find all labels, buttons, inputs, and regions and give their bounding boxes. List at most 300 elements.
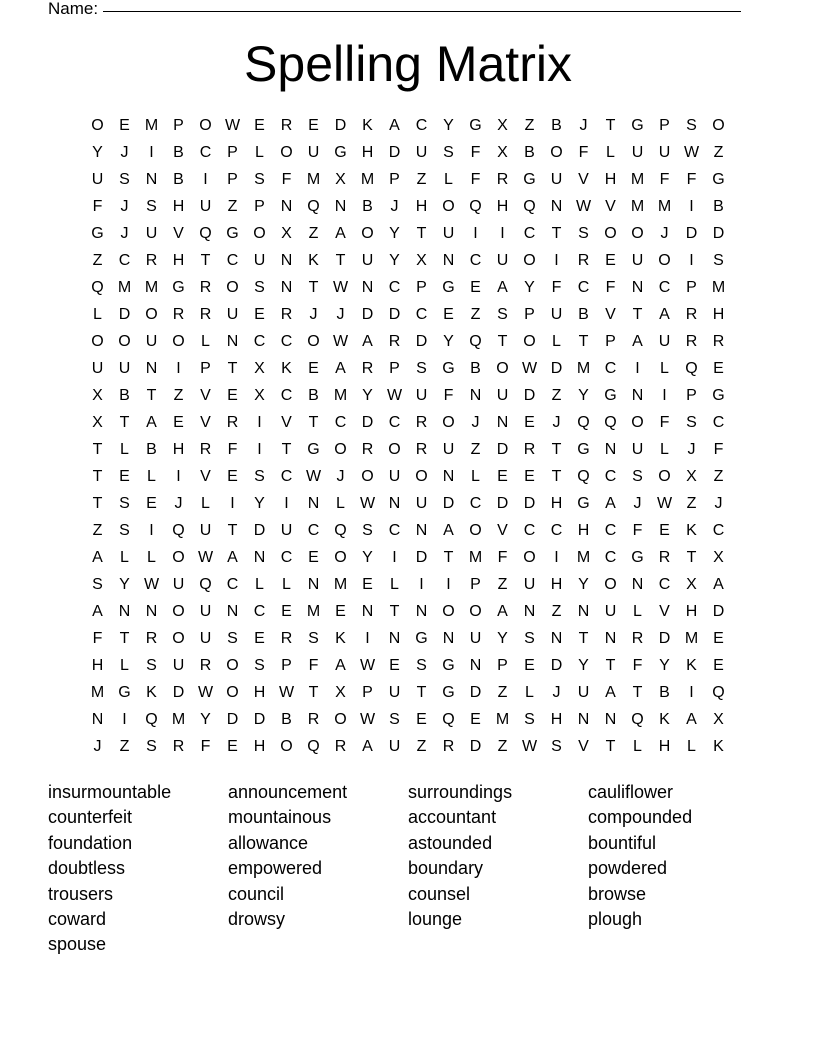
- grid-letter[interactable]: N: [550, 198, 563, 215]
- grid-letter[interactable]: E: [119, 468, 130, 485]
- grid-letter[interactable]: A: [605, 684, 616, 701]
- grid-letter[interactable]: S: [551, 738, 562, 755]
- grid-letter[interactable]: I: [257, 414, 262, 431]
- grid-letter[interactable]: U: [307, 144, 320, 161]
- grid-letter[interactable]: Y: [362, 549, 373, 566]
- grid-letter[interactable]: R: [172, 738, 185, 755]
- grid-letter[interactable]: U: [550, 171, 563, 188]
- grid-letter[interactable]: D: [442, 495, 455, 512]
- grid-letter[interactable]: T: [551, 468, 562, 485]
- grid-letter[interactable]: L: [660, 360, 669, 377]
- grid-letter[interactable]: O: [604, 576, 617, 593]
- grid-letter[interactable]: O: [172, 549, 185, 566]
- grid-letter[interactable]: R: [145, 630, 158, 647]
- grid-letter[interactable]: P: [281, 657, 292, 674]
- grid-letter[interactable]: C: [415, 117, 428, 134]
- grid-letter[interactable]: H: [550, 711, 563, 728]
- grid-letter[interactable]: W: [521, 360, 538, 377]
- grid-letter[interactable]: N: [631, 387, 644, 404]
- grid-letter[interactable]: G: [442, 279, 455, 296]
- grid-letter[interactable]: P: [605, 333, 616, 350]
- grid-letter[interactable]: Y: [578, 657, 589, 674]
- grid-letter[interactable]: E: [713, 657, 724, 674]
- grid-letter[interactable]: T: [632, 306, 643, 323]
- grid-letter[interactable]: M: [306, 171, 321, 188]
- grid-letter[interactable]: N: [334, 198, 347, 215]
- grid-letter[interactable]: L: [255, 576, 264, 593]
- grid-letter[interactable]: N: [280, 252, 293, 269]
- grid-letter[interactable]: E: [335, 603, 346, 620]
- grid-letter[interactable]: R: [307, 711, 320, 728]
- grid-letter[interactable]: N: [91, 711, 104, 728]
- grid-letter[interactable]: T: [551, 441, 562, 458]
- grid-letter[interactable]: W: [359, 495, 376, 512]
- grid-letter[interactable]: Z: [551, 603, 562, 620]
- grid-letter[interactable]: V: [200, 414, 211, 431]
- name-blank[interactable]: [103, 10, 741, 12]
- grid-letter[interactable]: P: [254, 198, 265, 215]
- grid-letter[interactable]: L: [444, 171, 453, 188]
- grid-letter[interactable]: O: [145, 306, 158, 323]
- grid-letter[interactable]: T: [92, 441, 103, 458]
- grid-letter[interactable]: G: [631, 549, 644, 566]
- grid-letter[interactable]: H: [685, 603, 698, 620]
- grid-letter[interactable]: X: [335, 171, 346, 188]
- grid-letter[interactable]: P: [227, 144, 238, 161]
- grid-letter[interactable]: I: [176, 468, 181, 485]
- grid-letter[interactable]: B: [146, 441, 157, 458]
- grid-letter[interactable]: N: [577, 603, 590, 620]
- grid-letter[interactable]: D: [334, 117, 347, 134]
- grid-letter[interactable]: L: [687, 738, 696, 755]
- grid-letter[interactable]: J: [390, 198, 399, 215]
- grid-letter[interactable]: T: [578, 630, 589, 647]
- grid-letter[interactable]: B: [308, 387, 319, 404]
- grid-letter[interactable]: C: [523, 522, 536, 539]
- grid-letter[interactable]: G: [91, 225, 104, 242]
- grid-letter[interactable]: E: [308, 360, 319, 377]
- grid-letter[interactable]: Z: [416, 171, 427, 188]
- grid-letter[interactable]: F: [497, 549, 508, 566]
- grid-letter[interactable]: U: [631, 144, 644, 161]
- grid-letter[interactable]: L: [660, 441, 669, 458]
- grid-letter[interactable]: F: [659, 414, 670, 431]
- grid-letter[interactable]: J: [120, 225, 129, 242]
- grid-letter[interactable]: H: [172, 252, 185, 269]
- grid-letter[interactable]: P: [524, 306, 535, 323]
- grid-letter[interactable]: G: [604, 387, 617, 404]
- grid-letter[interactable]: O: [712, 117, 725, 134]
- grid-letter[interactable]: I: [635, 360, 640, 377]
- grid-letter[interactable]: C: [280, 468, 293, 485]
- grid-letter[interactable]: L: [147, 549, 156, 566]
- grid-letter[interactable]: S: [254, 468, 265, 485]
- grid-letter[interactable]: T: [92, 495, 103, 512]
- grid-letter[interactable]: E: [254, 306, 265, 323]
- grid-letter[interactable]: D: [253, 522, 266, 539]
- grid-letter[interactable]: Z: [524, 117, 535, 134]
- grid-letter[interactable]: J: [174, 495, 183, 512]
- grid-letter[interactable]: C: [658, 279, 671, 296]
- grid-letter[interactable]: Y: [497, 630, 508, 647]
- grid-letter[interactable]: U: [388, 468, 401, 485]
- grid-letter[interactable]: R: [361, 360, 374, 377]
- grid-letter[interactable]: D: [118, 306, 131, 323]
- grid-letter[interactable]: L: [120, 441, 129, 458]
- grid-letter[interactable]: O: [172, 333, 185, 350]
- grid-letter[interactable]: N: [226, 333, 239, 350]
- grid-letter[interactable]: A: [389, 117, 400, 134]
- grid-letter[interactable]: M: [657, 198, 672, 215]
- grid-letter[interactable]: N: [253, 549, 266, 566]
- grid-letter[interactable]: G: [712, 387, 725, 404]
- grid-letter[interactable]: L: [147, 468, 156, 485]
- grid-letter[interactable]: F: [632, 522, 643, 539]
- grid-letter[interactable]: Y: [443, 117, 454, 134]
- grid-letter[interactable]: B: [551, 117, 562, 134]
- grid-letter[interactable]: Y: [389, 252, 400, 269]
- grid-letter[interactable]: H: [496, 198, 509, 215]
- grid-letter[interactable]: T: [200, 252, 211, 269]
- grid-letter[interactable]: S: [254, 279, 265, 296]
- grid-letter[interactable]: M: [630, 171, 645, 188]
- grid-letter[interactable]: I: [257, 441, 262, 458]
- grid-letter[interactable]: Z: [92, 252, 103, 269]
- grid-letter[interactable]: O: [631, 225, 644, 242]
- grid-letter[interactable]: Q: [469, 198, 482, 215]
- grid-letter[interactable]: T: [119, 630, 130, 647]
- grid-letter[interactable]: N: [307, 576, 320, 593]
- grid-letter[interactable]: O: [172, 603, 185, 620]
- grid-letter[interactable]: R: [199, 441, 212, 458]
- grid-letter[interactable]: U: [469, 630, 482, 647]
- grid-letter[interactable]: R: [631, 630, 644, 647]
- grid-letter[interactable]: T: [335, 252, 346, 269]
- grid-letter[interactable]: O: [226, 684, 239, 701]
- grid-letter[interactable]: P: [389, 171, 400, 188]
- grid-letter[interactable]: M: [630, 198, 645, 215]
- grid-letter[interactable]: S: [443, 144, 454, 161]
- grid-letter[interactable]: T: [308, 684, 319, 701]
- grid-letter[interactable]: R: [496, 171, 509, 188]
- grid-letter[interactable]: T: [551, 225, 562, 242]
- grid-letter[interactable]: P: [173, 117, 184, 134]
- grid-letter[interactable]: G: [577, 441, 590, 458]
- grid-letter[interactable]: X: [686, 576, 697, 593]
- grid-letter[interactable]: X: [335, 684, 346, 701]
- grid-letter[interactable]: A: [605, 495, 616, 512]
- grid-letter[interactable]: P: [416, 279, 427, 296]
- grid-letter[interactable]: I: [122, 711, 127, 728]
- grid-letter[interactable]: H: [550, 495, 563, 512]
- grid-letter[interactable]: X: [254, 387, 265, 404]
- grid-letter[interactable]: D: [496, 441, 509, 458]
- grid-letter[interactable]: B: [119, 387, 130, 404]
- grid-letter[interactable]: K: [281, 360, 292, 377]
- grid-letter[interactable]: R: [415, 441, 428, 458]
- grid-letter[interactable]: D: [253, 711, 266, 728]
- grid-letter[interactable]: T: [497, 333, 508, 350]
- grid-letter[interactable]: G: [631, 117, 644, 134]
- grid-letter[interactable]: L: [606, 144, 615, 161]
- grid-letter[interactable]: H: [253, 684, 266, 701]
- grid-letter[interactable]: N: [631, 576, 644, 593]
- grid-letter[interactable]: J: [714, 495, 723, 512]
- grid-letter[interactable]: T: [416, 225, 427, 242]
- grid-letter[interactable]: M: [306, 603, 321, 620]
- grid-letter[interactable]: S: [362, 522, 373, 539]
- grid-letter[interactable]: Y: [362, 387, 373, 404]
- grid-letter[interactable]: T: [605, 657, 616, 674]
- grid-letter[interactable]: V: [200, 468, 211, 485]
- grid-letter[interactable]: J: [93, 738, 102, 755]
- grid-letter[interactable]: X: [713, 549, 724, 566]
- grid-letter[interactable]: G: [442, 684, 455, 701]
- grid-letter[interactable]: N: [496, 414, 509, 431]
- grid-letter[interactable]: A: [659, 306, 670, 323]
- grid-letter[interactable]: J: [687, 441, 696, 458]
- grid-letter[interactable]: R: [361, 441, 374, 458]
- grid-letter[interactable]: L: [552, 333, 561, 350]
- grid-letter[interactable]: U: [253, 252, 266, 269]
- grid-letter[interactable]: L: [525, 684, 534, 701]
- grid-letter[interactable]: T: [119, 414, 130, 431]
- grid-letter[interactable]: C: [469, 252, 482, 269]
- grid-letter[interactable]: U: [280, 522, 293, 539]
- grid-letter[interactable]: S: [416, 657, 427, 674]
- grid-letter[interactable]: A: [146, 414, 157, 431]
- grid-letter[interactable]: N: [118, 603, 131, 620]
- grid-letter[interactable]: S: [119, 495, 130, 512]
- grid-letter[interactable]: L: [93, 306, 102, 323]
- grid-letter[interactable]: Y: [92, 144, 103, 161]
- grid-letter[interactable]: C: [577, 279, 590, 296]
- grid-letter[interactable]: Q: [334, 522, 347, 539]
- grid-letter[interactable]: T: [443, 549, 454, 566]
- grid-letter[interactable]: W: [143, 576, 160, 593]
- grid-letter[interactable]: E: [470, 711, 481, 728]
- grid-letter[interactable]: S: [497, 306, 508, 323]
- grid-letter[interactable]: F: [632, 657, 643, 674]
- grid-letter[interactable]: X: [497, 117, 508, 134]
- grid-letter[interactable]: H: [172, 441, 185, 458]
- grid-letter[interactable]: B: [713, 198, 724, 215]
- grid-letter[interactable]: O: [523, 549, 536, 566]
- grid-letter[interactable]: G: [712, 171, 725, 188]
- grid-letter[interactable]: A: [443, 522, 454, 539]
- grid-letter[interactable]: A: [686, 711, 697, 728]
- grid-letter[interactable]: V: [173, 225, 184, 242]
- grid-letter[interactable]: U: [550, 306, 563, 323]
- grid-letter[interactable]: M: [144, 279, 159, 296]
- grid-letter[interactable]: F: [686, 171, 697, 188]
- grid-letter[interactable]: E: [146, 495, 157, 512]
- grid-letter[interactable]: U: [145, 225, 158, 242]
- grid-letter[interactable]: G: [442, 360, 455, 377]
- grid-letter[interactable]: L: [633, 738, 642, 755]
- grid-letter[interactable]: O: [361, 468, 374, 485]
- grid-letter[interactable]: Q: [199, 225, 212, 242]
- grid-letter[interactable]: S: [632, 468, 643, 485]
- grid-letter[interactable]: E: [173, 414, 184, 431]
- grid-letter[interactable]: U: [604, 603, 617, 620]
- grid-letter[interactable]: V: [659, 603, 670, 620]
- grid-letter[interactable]: D: [388, 306, 401, 323]
- grid-letter[interactable]: V: [281, 414, 292, 431]
- grid-letter[interactable]: F: [605, 279, 616, 296]
- grid-letter[interactable]: N: [145, 360, 158, 377]
- grid-letter[interactable]: S: [686, 117, 697, 134]
- grid-letter[interactable]: I: [365, 630, 370, 647]
- grid-letter[interactable]: D: [685, 225, 698, 242]
- grid-letter[interactable]: R: [280, 630, 293, 647]
- grid-letter[interactable]: U: [118, 360, 131, 377]
- grid-letter[interactable]: N: [442, 252, 455, 269]
- grid-letter[interactable]: T: [578, 333, 589, 350]
- grid-letter[interactable]: E: [227, 468, 238, 485]
- grid-letter[interactable]: P: [497, 657, 508, 674]
- grid-letter[interactable]: D: [388, 144, 401, 161]
- grid-letter[interactable]: O: [442, 414, 455, 431]
- grid-letter[interactable]: S: [146, 738, 157, 755]
- grid-letter[interactable]: C: [712, 522, 725, 539]
- grid-letter[interactable]: E: [227, 738, 238, 755]
- grid-letter[interactable]: A: [497, 603, 508, 620]
- grid-letter[interactable]: K: [335, 630, 346, 647]
- grid-letter[interactable]: M: [117, 279, 132, 296]
- grid-letter[interactable]: T: [605, 117, 616, 134]
- grid-letter[interactable]: M: [144, 117, 159, 134]
- grid-letter[interactable]: M: [711, 279, 726, 296]
- grid-letter[interactable]: D: [550, 360, 563, 377]
- grid-letter[interactable]: W: [359, 657, 376, 674]
- grid-letter[interactable]: D: [523, 495, 536, 512]
- grid-letter[interactable]: F: [578, 144, 589, 161]
- grid-letter[interactable]: A: [92, 549, 103, 566]
- grid-letter[interactable]: T: [389, 603, 400, 620]
- grid-letter[interactable]: Y: [578, 576, 589, 593]
- grid-letter[interactable]: U: [199, 522, 212, 539]
- grid-letter[interactable]: L: [120, 657, 129, 674]
- grid-letter[interactable]: S: [389, 711, 400, 728]
- grid-letter[interactable]: I: [284, 495, 289, 512]
- grid-letter[interactable]: R: [280, 306, 293, 323]
- grid-letter[interactable]: D: [550, 657, 563, 674]
- grid-letter[interactable]: H: [550, 576, 563, 593]
- grid-letter[interactable]: W: [278, 684, 295, 701]
- grid-letter[interactable]: L: [336, 495, 345, 512]
- grid-letter[interactable]: T: [308, 279, 319, 296]
- grid-letter[interactable]: N: [415, 603, 428, 620]
- grid-letter[interactable]: F: [281, 171, 292, 188]
- grid-letter[interactable]: Z: [308, 225, 319, 242]
- grid-letter[interactable]: P: [362, 684, 373, 701]
- grid-letter[interactable]: O: [334, 441, 347, 458]
- grid-letter[interactable]: K: [146, 684, 157, 701]
- grid-letter[interactable]: W: [332, 333, 349, 350]
- grid-letter[interactable]: U: [91, 360, 104, 377]
- grid-letter[interactable]: S: [524, 711, 535, 728]
- grid-letter[interactable]: C: [658, 576, 671, 593]
- grid-letter[interactable]: A: [362, 333, 373, 350]
- grid-letter[interactable]: B: [173, 171, 184, 188]
- grid-letter[interactable]: O: [172, 630, 185, 647]
- grid-letter[interactable]: T: [281, 441, 292, 458]
- grid-letter[interactable]: Z: [686, 495, 697, 512]
- grid-letter[interactable]: Q: [523, 198, 536, 215]
- grid-letter[interactable]: U: [523, 576, 536, 593]
- grid-letter[interactable]: K: [659, 711, 670, 728]
- grid-letter[interactable]: N: [604, 441, 617, 458]
- grid-letter[interactable]: B: [659, 684, 670, 701]
- grid-letter[interactable]: Z: [497, 576, 508, 593]
- grid-letter[interactable]: I: [689, 252, 694, 269]
- grid-letter[interactable]: D: [415, 549, 428, 566]
- grid-letter[interactable]: T: [146, 387, 157, 404]
- grid-letter[interactable]: C: [388, 414, 401, 431]
- grid-letter[interactable]: I: [230, 495, 235, 512]
- grid-letter[interactable]: E: [119, 117, 130, 134]
- grid-letter[interactable]: P: [389, 360, 400, 377]
- grid-letter[interactable]: G: [577, 495, 590, 512]
- grid-letter[interactable]: W: [683, 144, 700, 161]
- grid-letter[interactable]: E: [524, 657, 535, 674]
- grid-letter[interactable]: P: [659, 117, 670, 134]
- grid-letter[interactable]: O: [604, 225, 617, 242]
- grid-letter[interactable]: R: [388, 333, 401, 350]
- grid-letter[interactable]: L: [390, 576, 399, 593]
- grid-letter[interactable]: U: [145, 333, 158, 350]
- grid-letter[interactable]: C: [226, 576, 239, 593]
- grid-letter[interactable]: C: [280, 333, 293, 350]
- grid-letter[interactable]: N: [388, 495, 401, 512]
- grid-letter[interactable]: W: [386, 387, 403, 404]
- grid-letter[interactable]: S: [416, 360, 427, 377]
- grid-letter[interactable]: X: [416, 252, 427, 269]
- grid-letter[interactable]: N: [604, 630, 617, 647]
- grid-letter[interactable]: C: [523, 225, 536, 242]
- grid-letter[interactable]: M: [576, 549, 591, 566]
- grid-letter[interactable]: S: [524, 630, 535, 647]
- grid-letter[interactable]: N: [145, 603, 158, 620]
- grid-letter[interactable]: T: [308, 414, 319, 431]
- grid-letter[interactable]: C: [253, 333, 266, 350]
- grid-letter[interactable]: S: [227, 630, 238, 647]
- grid-letter[interactable]: E: [308, 117, 319, 134]
- grid-letter[interactable]: W: [305, 468, 322, 485]
- grid-letter[interactable]: S: [254, 171, 265, 188]
- grid-letter[interactable]: Z: [497, 738, 508, 755]
- grid-letter[interactable]: K: [686, 522, 697, 539]
- grid-letter[interactable]: C: [334, 414, 347, 431]
- grid-letter[interactable]: O: [658, 468, 671, 485]
- grid-letter[interactable]: A: [632, 333, 643, 350]
- grid-letter[interactable]: D: [469, 684, 482, 701]
- grid-letter[interactable]: F: [713, 441, 724, 458]
- grid-letter[interactable]: D: [523, 387, 536, 404]
- grid-letter[interactable]: D: [226, 711, 239, 728]
- grid-letter[interactable]: O: [118, 333, 131, 350]
- grid-letter[interactable]: B: [173, 144, 184, 161]
- grid-letter[interactable]: X: [92, 387, 103, 404]
- grid-letter[interactable]: V: [200, 387, 211, 404]
- grid-letter[interactable]: G: [172, 279, 185, 296]
- grid-letter[interactable]: R: [415, 414, 428, 431]
- grid-letter[interactable]: Z: [713, 144, 724, 161]
- grid-letter[interactable]: I: [554, 549, 559, 566]
- grid-letter[interactable]: Y: [389, 225, 400, 242]
- grid-letter[interactable]: E: [659, 522, 670, 539]
